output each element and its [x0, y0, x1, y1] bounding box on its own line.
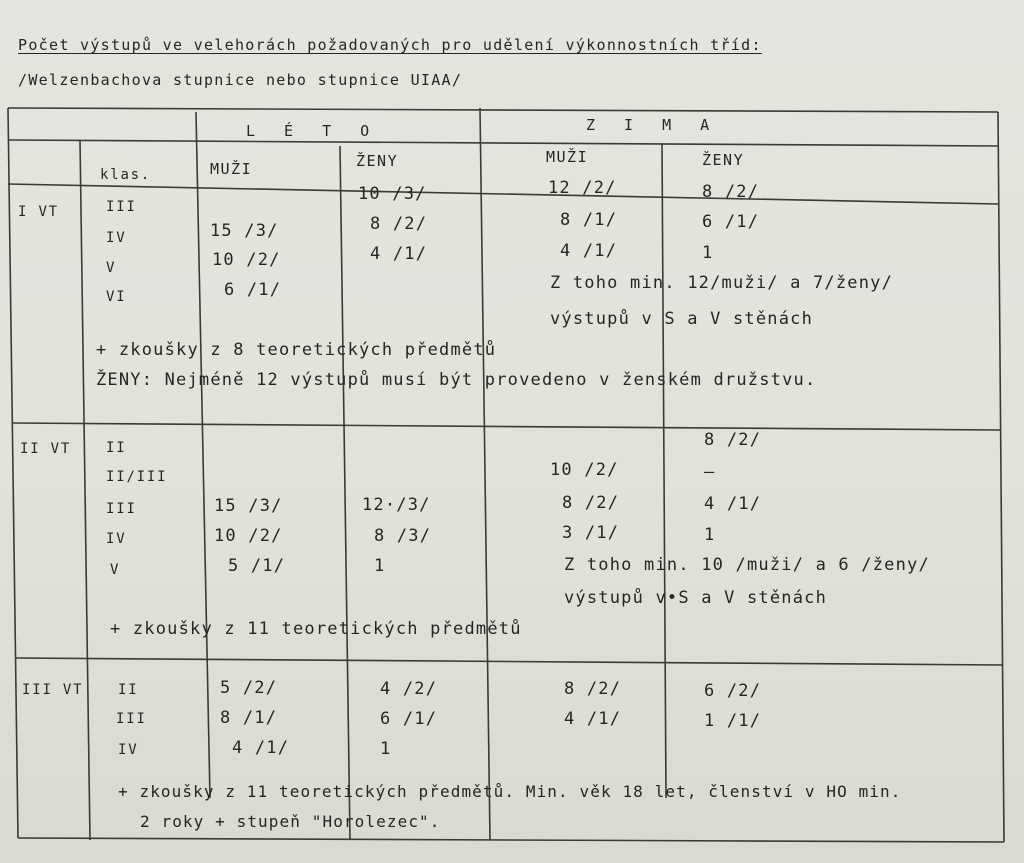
- winter-men-cell: 8 /1/: [560, 210, 618, 230]
- winter-women-cell: 8 /2/: [702, 182, 760, 202]
- winter-women-cell: 4 /1/: [704, 494, 762, 514]
- header-winter-women: ŽENY: [702, 151, 745, 169]
- klas-cell: V: [110, 562, 121, 578]
- winter-women-cell: –: [704, 462, 716, 482]
- winter-women-cell: 8 /2/: [704, 430, 762, 450]
- section-label-2: II VT: [20, 441, 72, 457]
- section-label-3: III VT: [22, 682, 84, 698]
- summer-women-cell: 1: [374, 556, 386, 576]
- header-klas: klas.: [100, 167, 152, 183]
- doc-title: Počet výstupů ve velehorách požadovaných pro udělení výkonnostních tříd:: [18, 36, 762, 54]
- summer-men-cell: 8 /1/: [220, 708, 278, 728]
- table-top-border: [8, 108, 998, 112]
- winter-men-cell: 4 /1/: [560, 241, 618, 261]
- summer-men-cell: 6 /1/: [224, 280, 282, 300]
- summer-women-cell: 12·/3/: [362, 495, 431, 515]
- section-note: 2 roky + stupeň "Horolezec".: [140, 812, 441, 831]
- header-winter: Z I M A: [586, 116, 720, 134]
- winter-men-cell: 3 /1/: [562, 523, 620, 543]
- summer-women-cell: 10 /3/: [358, 184, 427, 204]
- col-line-winter-mid: [662, 144, 666, 798]
- summer-men-cell: 10 /2/: [214, 526, 283, 546]
- section-note: + zkoušky z 11 teoretických předmětů. Min. věk 18 let, členství v HO min.: [118, 782, 902, 801]
- summer-men-cell: 15 /3/: [214, 496, 283, 516]
- summer-men-cell: 15 /3/: [210, 221, 279, 241]
- winter-women-cell: 6 /1/: [702, 212, 760, 232]
- summer-men-cell: 5 /1/: [228, 556, 286, 576]
- header-summer: L É T O: [246, 122, 380, 140]
- winter-note-line-2: výstupů v S a V stěnách: [550, 309, 814, 329]
- klas-cell: II: [106, 440, 127, 456]
- summer-women-cell: 6 /1/: [380, 709, 438, 729]
- winter-note-line-2: výstupů v•S a V stěnách: [564, 588, 828, 608]
- klas-cell: IV: [118, 742, 139, 758]
- winter-men-cell: 8 /2/: [564, 679, 622, 699]
- section-label-1: I VT: [18, 204, 59, 220]
- summer-women-cell: 8 /3/: [374, 526, 432, 546]
- klas-cell: III: [106, 501, 137, 517]
- header-rule-1: [8, 140, 998, 146]
- winter-men-cell: 4 /1/: [564, 709, 622, 729]
- header-winter-men: MUŽI: [546, 148, 589, 166]
- doc-subtitle: /Welzenbachova stupnice nebo stupnice UIAA/: [18, 71, 463, 89]
- winter-men-cell: 10 /2/: [550, 460, 619, 480]
- klas-cell: VI: [106, 289, 127, 305]
- summer-women-cell: 4 /2/: [380, 679, 438, 699]
- header-summer-men: MUŽI: [210, 160, 253, 178]
- table-bottom-border: [18, 838, 1004, 842]
- klas-cell: V: [106, 260, 117, 276]
- col-line-summer: [196, 112, 210, 798]
- section-separator-2: [16, 658, 1002, 665]
- klas-cell: III: [106, 199, 137, 215]
- winter-note-line-1: Z toho min. 12/muži/ a 7/ženy/: [550, 273, 894, 293]
- section-separator-1: [12, 423, 1000, 430]
- table-right-border: [998, 112, 1004, 842]
- col-line-summer-mid: [340, 146, 350, 840]
- summer-women-cell: 4 /1/: [370, 244, 428, 264]
- klas-cell: III: [116, 711, 147, 727]
- summer-men-cell: 5 /2/: [220, 678, 278, 698]
- klas-cell: IV: [106, 531, 127, 547]
- summer-women-cell: 8 /2/: [370, 214, 428, 234]
- winter-women-cell: 1: [704, 525, 716, 545]
- klas-cell: II/III: [106, 469, 168, 485]
- winter-men-cell: 8 /2/: [562, 493, 620, 513]
- winter-women-cell: 1: [702, 243, 714, 263]
- summer-women-cell: 1: [380, 739, 392, 759]
- col-line-winter: [480, 108, 490, 840]
- winter-men-cell: 12 /2/: [548, 178, 617, 198]
- header-summer-women: ŽENY: [356, 152, 399, 170]
- section-note: + zkoušky z 11 teoretických předmětů: [110, 619, 522, 639]
- col-line-label: [80, 140, 90, 840]
- klas-cell: IV: [106, 230, 127, 246]
- winter-women-cell: 1 /1/: [704, 711, 762, 731]
- section-note: ŽENY: Nejméně 12 výstupů musí být provedeno v ženském družstvu.: [96, 370, 817, 390]
- winter-note-line-1: Z toho min. 10 /muži/ a 6 /ženy/: [564, 555, 930, 575]
- section-note: + zkoušky z 8 teoretických předmětů: [96, 340, 497, 360]
- summer-men-cell: 10 /2/: [212, 250, 281, 270]
- table-left-border: [8, 108, 18, 838]
- klas-cell: II: [118, 682, 139, 698]
- summer-men-cell: 4 /1/: [232, 738, 290, 758]
- header-rule-2: [8, 184, 998, 204]
- winter-women-cell: 6 /2/: [704, 681, 762, 701]
